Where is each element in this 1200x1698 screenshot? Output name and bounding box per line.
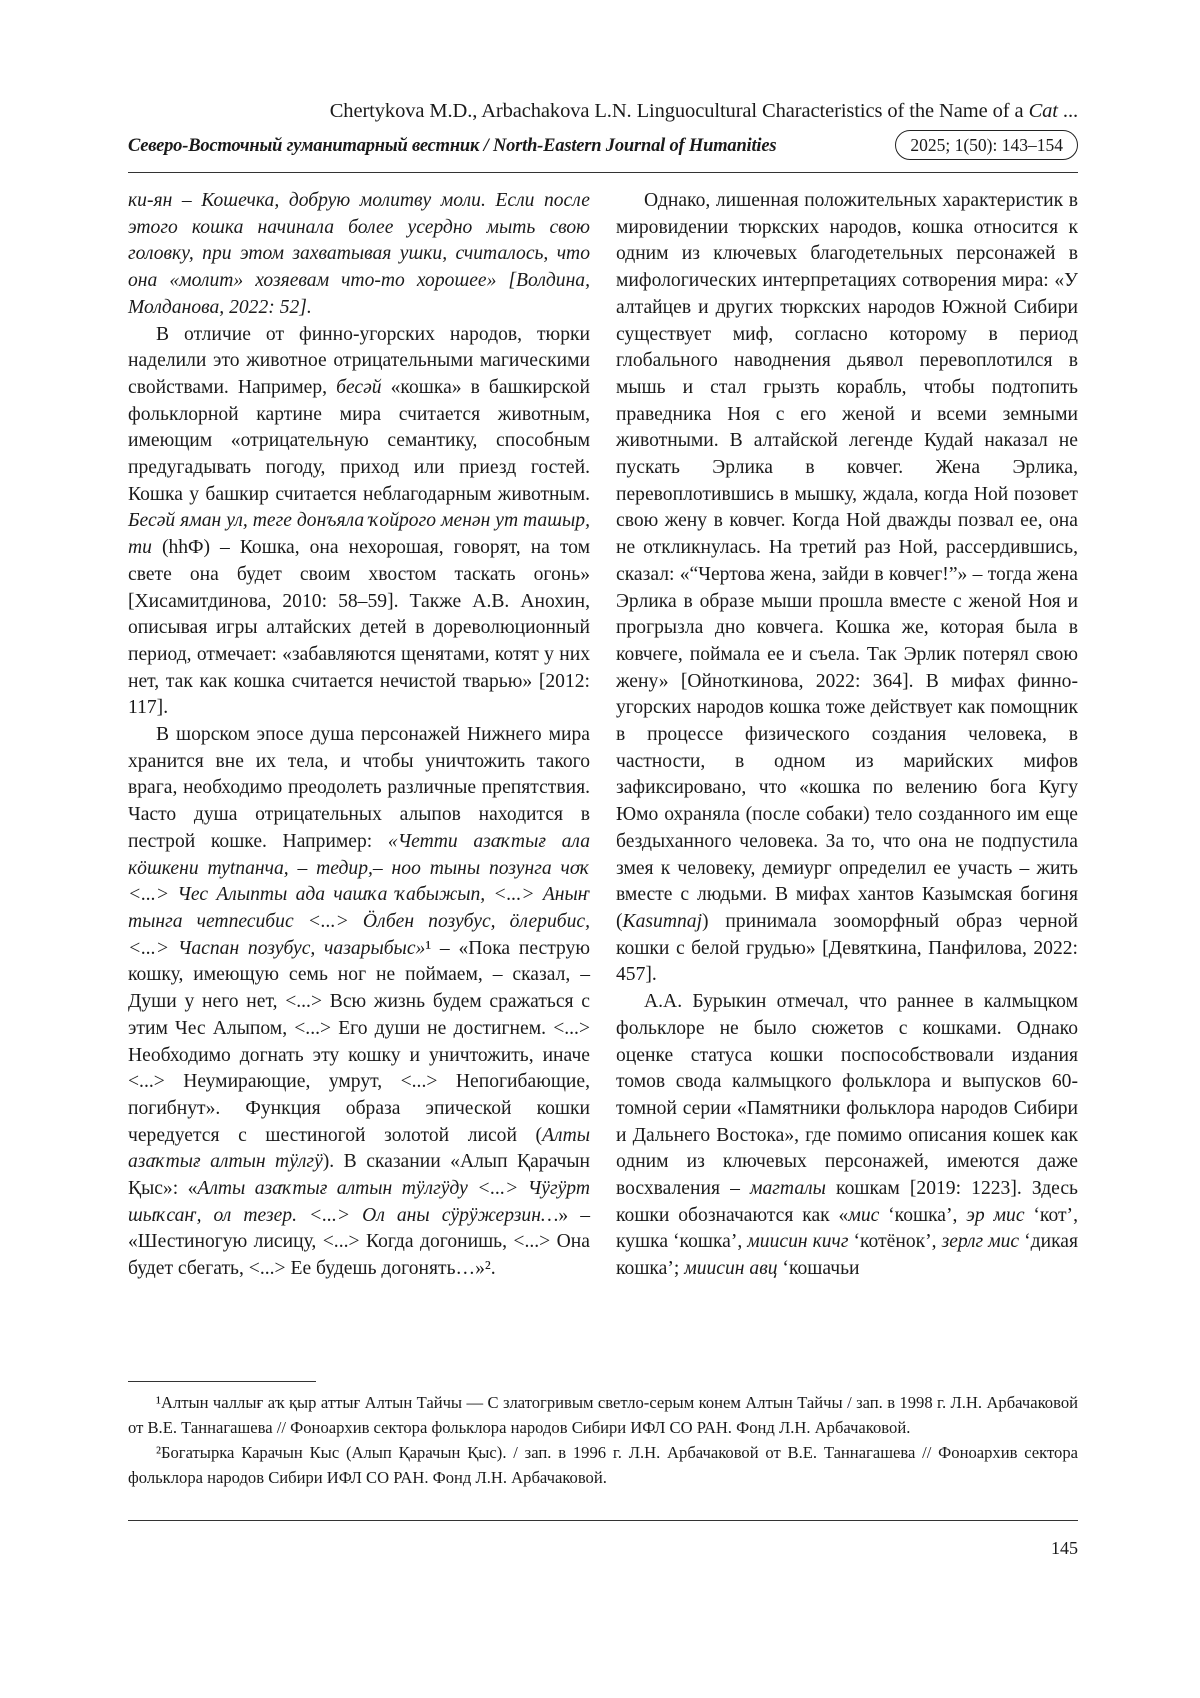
running-head-italic: Cat	[1028, 100, 1058, 122]
italic-text: – Кошечка, добрую молитву моли. Если после этого кошка начинала более усердно мыть свою головку, при этом захватывая ушки, считалось, что она «молит» хозяевам что-то хорошее» [Волдина, Молданова, 2022: 52].	[128, 190, 590, 318]
text-run: (hhФ) – Кошка, она нехорошая, говорят, на том свете она будет своим хвостом таскать огонь» [Хисамитдинова, 2010: 58–59]. Также А.В. Анохин, описывая игры алтайских детей в дореволюционный период, отмечает: «забавляются щенятами, котят у них нет, так как кошка считается нечистой тварью» [2012: 117].	[128, 537, 590, 719]
paragraph	[128, 322, 590, 723]
text-run: кошкам [2019: 1223]. Здесь кошки обозначаются как «	[616, 1178, 1078, 1226]
left-column	[128, 188, 590, 1283]
paragraph	[128, 188, 590, 322]
footnotes	[128, 1390, 1078, 1490]
issue-badge: 2025; 1(50): 143–154	[895, 130, 1078, 160]
footnote-rule	[128, 1381, 316, 1382]
text-run: «кошка» в башкирской фольклорной картине мира считается животным, имеющим «отрицательную семантику, способным предугадывать погоду, приход или приезд гостей. Кошка у башкир считается неблагодарным животным.	[128, 376, 590, 505]
text-run: ‘дикая кошка’;	[616, 1231, 1079, 1280]
paragraph	[616, 188, 1078, 989]
text-run: ). В сказании «Алып Қарачын Қыс»: «	[128, 1151, 590, 1200]
text-run: Однако, лишенная положительных характеристик в мировидении тюркских народов, кошка относится к одним из ключевых благодетельных персонажей в мифологических интерпретациях сотворения мира: «У алтайцев и других тюркских народов Южной Сибири существует миф, согласно которому в период глобального наводнения дьявол перевоплотился в мышь и стал грызть корабль, чтобы подтопить праведника Ноя с его женой и всеми земными животными. В алтайской легенде Кудай наказал не пускать Эрлика в ковчег. Жена Эрлика, перевоплотившись в мышку, ждала, когда Ной позовет свою жену в ковчег. Когда Ной дважды позвал ее, она не откликнулась. На третий раз Ной, рассердившись, сказал: «“Чертова жена, зайди в ковчег!”» – тогда жена Эрлика в образе мыши прошла вместе с женой Ноя и прогрызла дно ковчега. Кошка же, которая была в ковчеге, поймала ее и съела. Так Эрлик потерял свою жену» [Ойноткинова, 2022: 364]. В мифах финно-угорских народов кошка тоже действует как помощник в процессе физического создания человека, в частности, в одном из марийских мифов зафиксировано, что «кошка по велению бога Кугу Юмо охраняла (после собаки) тело созданного им еще бездыханного человека. За то, что она не подпустила змея к человеку, демиург определил ее участь – жить вместе с людьми. В мифах хантов Казымская богиня (	[616, 190, 1078, 932]
footnote-2: ²Богатырка Карачын Кыс (Алып Қарачын Қыс). / зап. в 1996 г. Л.Н. Арбачаковой от В.Е. Таннагашева // Фоноархив сектора фольклора народов Сибири ИФЛ СО РАН. Фонд Л.Н. Арбачаковой.	[128, 1443, 1078, 1487]
text-run: ‘котёнок’,	[848, 1231, 942, 1253]
footnote-1: ¹Алтын чаллығ аҡ қыр аттығ Алтын Тайчы — С златогривым светло-серым конем Алтын Тайчы / зап. в 1998 г. Л.Н. Арбачаковой от В.Е. Таннагашева // Фоноархив сектора фольклора народов Сибири ИФЛ СО РАН. Фонд Л.Н. Арбачаковой.	[128, 1393, 1078, 1437]
italic-text: бесәй	[336, 376, 382, 398]
italic-text: Бесәй яман ул, теге донъяла ҡойрого менән ут ташыр, ти	[128, 510, 590, 559]
journal-line	[128, 130, 1078, 164]
italic-text: миисин кичг	[747, 1231, 849, 1253]
text-run: ¹ – «Пока пеструю кошку, имеющую семь ног не поймаем, – сказал, – Души у него нет, <...> Всю жизнь будем сражаться с этим Чес Алыпом, <...> Его души не достигнем. <...> Необходимо догнать эту кошку и уничтожить, иначе <...> Неумирающие, умрут, <...> Непогибающие, погибнут». Функция образа эпической кошки чередуется с шестиногой золотой лисой (	[128, 937, 590, 1146]
text-run: » – «Шестиногую лисицу, <...> Когда догонишь, <...> Она будет сбегать, <...> Ее будешь догонять…»².	[128, 1204, 590, 1280]
italic-text: зерлг мис	[941, 1231, 1020, 1253]
text-run: А.А. Бурыкин отмечал, что раннее в калмыцком фольклоре не было сюжетов с кошками. Однако оценке статуса кошки поспособствовали издания томов свода калмыцкого фольклора и выпусков 60-томной серии «Памятники фольклора народов Сибири и Дальнего Востока», где помимо описания кошек как одним из ключевых персонажей, имеются даже восхваления –	[616, 991, 1078, 1200]
italic-text: Kasumnaj	[622, 910, 703, 932]
header-rule	[128, 172, 1078, 173]
italic-text: Алты азаҡтығ алтын тӱлгӱ	[128, 1124, 590, 1173]
text-run: ‘кошка’,	[879, 1204, 967, 1226]
italic-text: мис	[848, 1204, 880, 1226]
text-run: В шорском эпосе душа персонажей Нижнего мира хранится вне их тела, и чтобы уничтожить такого врага, необходимо преодолеть различные препятствия. Часто душа отрицательных алыпов находится в пестрой кошке. Например:	[128, 724, 590, 852]
italic-text: магталы	[749, 1178, 826, 1200]
running-head-ellipsis: ...	[1062, 100, 1078, 122]
text-run: ) принимала зооморфный образ черной кошки с белой грудью» [Девяткина, Панфилова, 2022: 457].	[616, 910, 1078, 986]
italic-text: эр мис	[966, 1204, 1025, 1226]
text-run: В отличие от финно-угорских народов, тюрки наделили это животное отрицательными магическими свойствами. Например,	[128, 323, 590, 398]
right-column	[616, 188, 1078, 1283]
italic-text: ки-ян	[128, 190, 173, 211]
italic-text: Алты азаҡтығ алтын тӱлгӱду <...> Чӱгӱрт шыҡсаҥ, ол тезер. <...> Ол аны сӱрӱжерзин…	[128, 1178, 590, 1226]
running-head-text: Chertykova M.D., Arbachakova L.N. Linguocultural Characteristics of the Name of a	[329, 100, 1024, 122]
italic-text: миисин авц	[684, 1258, 778, 1280]
paragraph	[128, 722, 590, 1283]
text-run: ‘кот’, кушка ‘кошка’,	[616, 1204, 1078, 1253]
footer-rule	[128, 1520, 1078, 1521]
text-run: ‘кошачьи	[777, 1258, 860, 1280]
paragraph	[616, 989, 1078, 1283]
italic-text: «Четти азаҡтығ ала кӧшкени туtпанча, – тедир,– ноо тыны позунга чоҡ <...> Чес Алыпты ада чашҡа ҡабыжып, <...> Аныҥ тынга четпесибис <...> Ӧлбен позубус, ӧлерибис, <...> Часпан позубус, чазарыбыс»	[128, 830, 591, 959]
page-number: 145	[1051, 1538, 1078, 1558]
journal-title: Северо-Восточный гуманитарный вестник / North-Eastern Journal of Humanities	[128, 136, 777, 156]
running-head	[128, 100, 1078, 123]
